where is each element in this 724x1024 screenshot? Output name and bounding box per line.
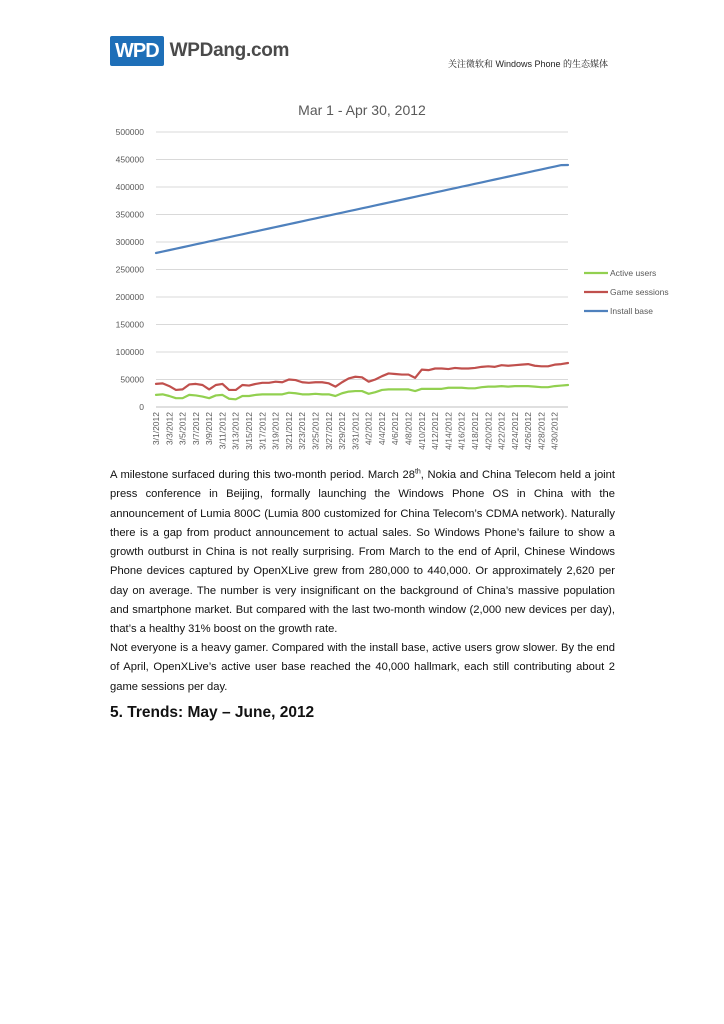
x-tick-label: 4/8/2012 (403, 412, 414, 446)
logo-mark: WPD (110, 36, 164, 66)
p1-superscript: th (414, 468, 421, 476)
x-tick-label: 4/2/2012 (363, 412, 374, 446)
y-tick-label: 250000 (115, 264, 144, 275)
paragraph-gamers: Not everyone is a heavy gamer. Compared with the install base, active users grow slower. By the end of April, OpenXLive’s active user base reached the 40,000 hallmark, each still contributing about 2 game sessions per day. (110, 642, 615, 693)
y-tick-label: 500000 (115, 127, 144, 137)
header-tagline: 关注微软和 Windows Phone 的生态媒体 (447, 59, 608, 69)
y-tick-label: 100000 (115, 347, 144, 357)
x-tick-label: 4/22/2012 (496, 412, 507, 450)
x-tick-label: 4/30/2012 (549, 412, 560, 450)
x-tick-label: 4/12/2012 (430, 412, 441, 450)
x-tick-label: 3/11/2012 (217, 412, 228, 450)
x-tick-label: 4/4/2012 (376, 412, 387, 446)
x-tick-label: 4/14/2012 (443, 412, 454, 450)
x-tick-label: 3/19/2012 (270, 412, 281, 450)
x-tick-label: 3/29/2012 (337, 412, 348, 450)
p1-text-a: A milestone surfaced during this two-month period. March 28 (110, 469, 415, 481)
y-tick-label: 150000 (115, 319, 144, 330)
x-tick-label: 3/5/2012 (177, 412, 188, 446)
x-tick-label: 3/13/2012 (230, 412, 241, 450)
x-tick-label: 4/10/2012 (416, 412, 427, 450)
x-tick-label: 4/6/2012 (390, 412, 401, 446)
x-tick-label: 4/24/2012 (509, 412, 520, 450)
paragraph-milestone (110, 466, 615, 640)
x-tick-label: 3/15/2012 (244, 412, 255, 450)
x-tick-label: 3/23/2012 (297, 412, 308, 450)
series-line-install-base (156, 165, 568, 253)
y-tick-label: 200000 (115, 292, 144, 302)
legend-label: Active users (610, 268, 657, 278)
x-tick-label: 3/21/2012 (283, 412, 294, 450)
x-tick-label: 3/25/2012 (310, 412, 321, 450)
x-tick-label: 4/16/2012 (456, 412, 467, 450)
line-chart (110, 96, 680, 460)
p1-text-b: , Nokia and China Telecom held a joint press conference in Beijing, formally launching the Windows Phone OS in China with the announcement of Lumia 800C (Lumia 800 customized for China Telecom’s CDMA network). Naturally there is a gap from product announcement to actual sales. So Windows Phone’s failure to show a growth outburst in China is not really surprising. From March to the end of April, Chinese Windows Phone devices captured by OpenXLive grew from 280,000 to 440,000. Or approximately 2,620 per day on average. The number is very insignificant on the background of China’s massive population and smartphone market. But compared with the last two-month window (2,000 new devices per day), that’s a healthy 31% boost on the growth rate. (110, 469, 615, 636)
x-tick-label: 4/20/2012 (483, 412, 494, 450)
y-tick-label: 400000 (115, 182, 144, 192)
x-tick-label: 3/3/2012 (164, 412, 175, 446)
x-tick-label: 4/26/2012 (523, 412, 534, 450)
legend-label: Game sessions (610, 287, 669, 297)
series-line-active-users (156, 385, 568, 399)
x-tick-label: 3/9/2012 (204, 412, 215, 446)
y-tick-label: 50000 (120, 374, 144, 385)
x-tick-label: 3/7/2012 (190, 412, 201, 446)
x-tick-label: 3/27/2012 (323, 412, 334, 450)
x-tick-label: 3/17/2012 (257, 412, 268, 450)
x-tick-label: 4/18/2012 (469, 412, 480, 450)
x-tick-label: 3/31/2012 (350, 412, 361, 450)
legend-label: Install base (610, 306, 653, 316)
y-tick-label: 0 (139, 402, 144, 412)
chart-title: Mar 1 - Apr 30, 2012 (298, 102, 426, 118)
logo-text: WPDang.com (169, 40, 290, 61)
y-tick-label: 300000 (115, 237, 144, 247)
x-tick-label: 4/28/2012 (536, 412, 547, 450)
x-tick-label: 3/1/2012 (151, 412, 161, 446)
wpdang-logo (110, 34, 289, 68)
section-heading: 5. Trends: May – June, 2012 (110, 704, 315, 721)
y-tick-label: 450000 (115, 154, 144, 165)
y-tick-label: 350000 (115, 209, 144, 220)
